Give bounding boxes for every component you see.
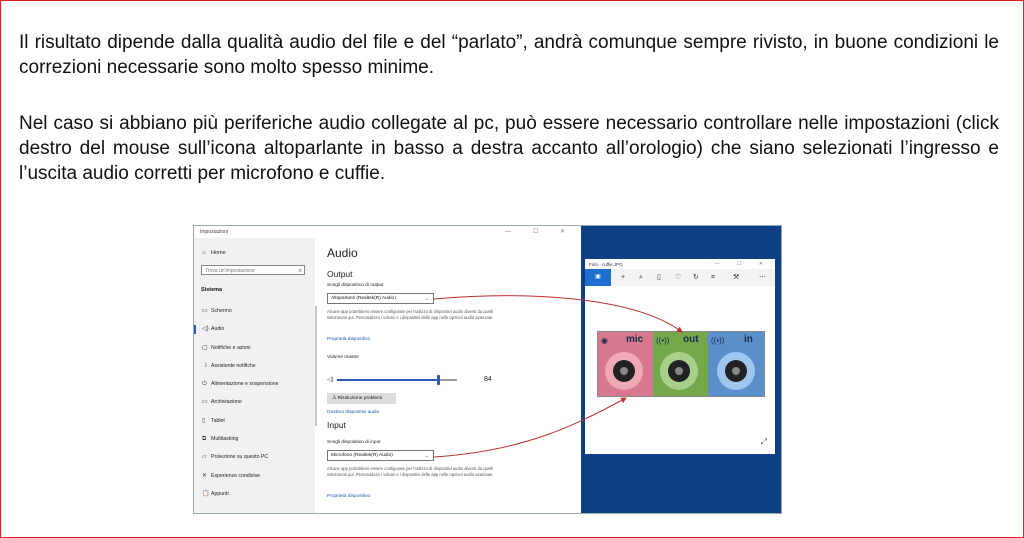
gallery-icon[interactable]: ▣ [585, 269, 611, 286]
input-properties-link[interactable]: Proprietà dispositivo [327, 494, 371, 499]
sidebar-item-label: Proiezione su questo PC [211, 454, 269, 461]
power-icon: ⏻ [202, 381, 207, 388]
sidebar-item-label: Archiviazione [211, 399, 242, 406]
rotate-icon[interactable]: ↻ [693, 274, 699, 281]
output-arrow [434, 296, 682, 332]
volume-label: Volume master [327, 355, 359, 360]
volume-icon: ◁) [327, 377, 334, 383]
photos-title: Foto - cuffie.JPG [589, 262, 623, 267]
page-title: Audio [327, 246, 358, 260]
paragraph-1: Il risultato dipende dalla qualità audio del file e del “parlato”, andrà comunque sempre rivisto, in buone condizioni le correzioni necessarie sono molto spesso minime. [19, 32, 999, 78]
input-description: Alcune app potrebbero essere configurate per l'utilizzo di dispositivi audio diversi da quelli selezionati qui. Personalizza i volumi e i dispositivi delle app nelle opzioni audio avanzate. [327, 466, 494, 477]
sidebar-item-label: Tablet [211, 417, 225, 424]
sidebar-item-label: Notifiche e azioni [211, 344, 251, 351]
delete-icon[interactable]: ▯ [657, 274, 661, 281]
manage-devices-link[interactable]: Gestisci dispositivi audio [327, 410, 380, 415]
projection-icon: ▱ [202, 454, 207, 461]
home-icon: ⌂ [202, 250, 206, 256]
favorite-icon[interactable]: ♡ [675, 274, 682, 281]
sidebar-item-label: Audio [211, 326, 225, 333]
output-device-label: Scegli dispositivo di output [327, 283, 384, 288]
home-label: Home [211, 250, 226, 256]
sidebar-item-label: Multitasking [211, 436, 239, 443]
notifications-icon: ▢ [202, 344, 208, 351]
section-title: Sistema [201, 287, 223, 293]
expand-icon[interactable]: ⤢ [760, 437, 767, 446]
crop-icon[interactable]: ⌗ [711, 274, 715, 281]
speaker-icon: ◁) [202, 326, 209, 333]
zoom-icon[interactable]: ⌕ [639, 274, 643, 281]
input-device-label: Scegli dispositivo di input [327, 440, 381, 445]
search-icon: ⌕ [298, 268, 302, 274]
more-icon[interactable]: ⋯ [759, 274, 766, 281]
edit-icon[interactable]: ⚒ [733, 274, 740, 281]
storage-icon: ▭ [202, 399, 208, 406]
output-device-value: Altoparlanti (Realtek(R) Audio) [331, 296, 396, 301]
sidebar-item-label: Schermo [211, 308, 232, 314]
warning-icon: ⚠ [332, 396, 338, 401]
input-arrow [434, 398, 626, 457]
photos-window-controls[interactable]: — ☐ ✕ [714, 261, 771, 267]
sidebar-item-label: Assistente notifiche [211, 362, 256, 369]
annotation-arrows [194, 226, 781, 513]
plus-icon[interactable]: + [621, 274, 626, 281]
input-device-value: Microfono (Realtek(R) Audio) [331, 453, 393, 458]
tablet-icon: ▯ [202, 417, 206, 424]
mic-jack-label: mic [626, 334, 644, 345]
search-placeholder: Trova un'impostazione [205, 268, 255, 274]
clipboard-icon: 📋 [202, 490, 210, 497]
volume-value: 84 [484, 376, 492, 383]
in-jack-label: in [744, 334, 753, 345]
sidebar-item-label: Esperienze condivise [211, 472, 261, 479]
chevron-down-icon: ⌄ [424, 296, 429, 302]
output-description: Alcune app potrebbero essere configurate per l'utilizzo di dispositivi audio diversi da quelli selezionati qui. Personalizza i volumi e i dispositivi delle app nelle opzioni audio avanzate. [327, 309, 494, 320]
multitasking-icon: ⧉ [202, 436, 207, 443]
chevron-down-icon: ⌄ [424, 453, 429, 459]
in-symbol-icon: ((•)) [711, 336, 725, 345]
out-symbol-icon: ((•)) [656, 336, 670, 345]
sidebar-item-label: Appunti [211, 490, 229, 497]
output-heading: Output [327, 269, 353, 279]
shared-experiences-icon: ✕ [202, 472, 208, 479]
out-jack-label: out [683, 334, 699, 345]
paragraph-2: Nel caso si abbiano più periferiche audio collegate al pc, può essere necessario controllare nelle impostazioni (click destro del mouse sull’icona altoparlante in basso a destra accanto all’orologio) che siano selezionati l’ingresso e l’uscita audio corretti per microfono e cuffie. [19, 113, 999, 184]
window-controls[interactable]: — ☐ ✕ [505, 229, 575, 235]
sidebar-item-label: Alimentazione e sospensione [211, 381, 279, 388]
output-properties-link[interactable]: Proprietà dispositivo [327, 337, 371, 342]
monitor-icon: ▭ [202, 308, 208, 314]
embedded-screenshot [194, 226, 781, 513]
mic-symbol-icon: ◉ [601, 336, 608, 345]
troubleshoot-label: Risoluzione problemi [337, 396, 383, 401]
settings-app-title: Impostazioni [200, 229, 229, 235]
moon-icon: ☽ [202, 362, 208, 369]
input-heading: Input [327, 420, 346, 430]
